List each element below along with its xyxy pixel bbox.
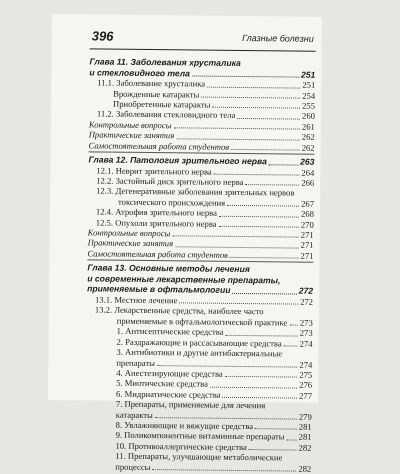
toc-row-page: 273 bbox=[299, 327, 313, 339]
toc-row-text: Врожденные катаракты bbox=[113, 88, 200, 100]
toc-row-page: 271 bbox=[300, 240, 314, 251]
toc-row-page: 271 bbox=[300, 250, 314, 261]
chapter-13-title-line1: Глава 13. Основные методы лечения bbox=[87, 262, 250, 275]
dot-leader bbox=[201, 97, 300, 99]
toc-row-text: 8. Увлажняющие и вяжущие средства bbox=[115, 419, 254, 432]
toc-row-page: 282 bbox=[298, 463, 312, 474]
toc-row-text: 12.2. Застойный диск зрительного нерва bbox=[96, 175, 244, 188]
toc-row-page: 281 bbox=[298, 431, 312, 443]
dot-leader bbox=[226, 335, 298, 337]
toc-row-page: 251 bbox=[300, 69, 316, 80]
toc-row-text: Практические занятия bbox=[87, 237, 174, 249]
dot-leader bbox=[231, 149, 300, 151]
dot-leader bbox=[222, 397, 297, 399]
toc-row-text: Контрольные вопросы bbox=[88, 119, 172, 131]
dot-leader bbox=[155, 417, 297, 419]
toc-row-text: 2. Раздражающие и рассасывающие средства bbox=[116, 336, 282, 349]
toc-row-page: 254 bbox=[302, 90, 316, 101]
toc-row-text: применяемые в офтальмологии bbox=[87, 283, 231, 296]
toc-row-page: 279 bbox=[298, 411, 312, 422]
dot-leader bbox=[289, 325, 298, 326]
toc-row-text: 11.2. Заболевания стекловидного тела bbox=[96, 108, 236, 121]
dot-leader bbox=[284, 346, 298, 347]
book-page bbox=[48, 14, 322, 474]
toc-row-page: 274 bbox=[299, 338, 313, 349]
toc-row-line1: 12.3. Дегенеративные заболевания зрительных нервов bbox=[96, 185, 295, 198]
toc-row-text: 12.1. Неврит зрительного нерва bbox=[96, 165, 212, 177]
toc-row-line1: 7. Препараты, применяемые для лечения bbox=[115, 398, 266, 411]
dot-leader bbox=[230, 257, 299, 259]
dot-leader bbox=[152, 469, 296, 472]
toc-row-page: 262 bbox=[301, 131, 315, 142]
dot-leader bbox=[175, 246, 299, 248]
toc-row-page: 271 bbox=[300, 229, 314, 240]
toc-row-page: 274 bbox=[299, 359, 313, 370]
toc-row-text: Самостоятельная работа студентов bbox=[87, 248, 228, 260]
toc-row-text: 9. Поликомпонентные витаминные препараты bbox=[115, 430, 285, 442]
page-number: 396 bbox=[91, 28, 114, 44]
toc-row-page: 264 bbox=[301, 167, 315, 178]
toc-row-page: 275 bbox=[299, 369, 313, 380]
toc-row-text: 5. Миотические средства bbox=[116, 378, 208, 389]
toc-row-text: и стекловидного тела bbox=[89, 66, 190, 79]
toc-row-text: 10. Противоаллергические средства bbox=[115, 440, 247, 452]
toc-row-page: 251 bbox=[302, 79, 316, 90]
toc-row-text: 11.1. Заболевание хрусталика bbox=[97, 77, 206, 89]
dot-leader bbox=[219, 226, 299, 228]
toc-row-text: катаракты bbox=[115, 409, 153, 420]
toc-row-text: 12.5. Опухоли зрительного нерва bbox=[95, 217, 217, 229]
dot-leader bbox=[192, 76, 299, 78]
toc-row-page: 255 bbox=[302, 100, 316, 111]
toc-row-text: 6. Мидриатические средства bbox=[115, 388, 221, 400]
dot-leader bbox=[157, 365, 298, 367]
dot-leader bbox=[269, 164, 298, 165]
dot-leader bbox=[210, 386, 297, 388]
toc-row-line1: 13.2. Лекарственные средства, наиболее часто bbox=[94, 304, 264, 317]
dot-leader bbox=[172, 236, 298, 238]
toc-row-page: 263 bbox=[300, 156, 315, 167]
toc-row-text: Приобретенные катаракты bbox=[113, 98, 211, 110]
toc-row-line1: 11. Препараты, улучшающие метаболические bbox=[115, 450, 283, 463]
toc-row-page: 266 bbox=[301, 177, 315, 188]
dot-leader bbox=[237, 118, 300, 120]
dot-leader bbox=[207, 86, 300, 88]
toc-row-page: 272 bbox=[298, 286, 314, 297]
toc-row-page: 281 bbox=[298, 421, 312, 432]
dot-leader bbox=[227, 205, 299, 207]
toc-row-page: 262 bbox=[301, 142, 315, 153]
toc-row-page: 270 bbox=[300, 219, 314, 230]
dot-leader bbox=[214, 174, 300, 176]
toc-row-page: 268 bbox=[300, 208, 314, 220]
toc-row-text: 4. Анестезирующие средства bbox=[116, 367, 223, 379]
toc-row-page: 272 bbox=[300, 296, 314, 307]
toc-row-page: 277 bbox=[299, 390, 313, 401]
running-head: Глазные болезни bbox=[242, 32, 314, 44]
toc-row-text: Практические занятия bbox=[88, 129, 175, 141]
dot-leader bbox=[176, 138, 300, 140]
dot-leader bbox=[173, 127, 299, 129]
toc-row-page: 261 bbox=[301, 121, 315, 132]
toc-row-text: 1. Антисептические средства bbox=[116, 325, 224, 338]
toc-row-page: 273 bbox=[299, 317, 313, 328]
dot-leader bbox=[249, 449, 297, 450]
toc-row-text: препараты bbox=[116, 357, 155, 368]
toc-row-text: применяемые в офтальмологической практике bbox=[116, 315, 288, 328]
dot-leader bbox=[245, 184, 299, 186]
toc-row-line1: 3. Антибиотики и другие антибактериальные bbox=[116, 346, 283, 359]
header-rule bbox=[90, 48, 316, 51]
dot-leader bbox=[287, 439, 297, 440]
chapter-13-title-line2: и современные лекарственные препараты, bbox=[87, 273, 281, 286]
dot-leader bbox=[212, 107, 300, 109]
dot-leader bbox=[219, 215, 299, 217]
dot-leader bbox=[255, 428, 297, 429]
toc-row-page: 276 bbox=[299, 379, 313, 391]
toc-row-text: 12.4. Атрофия зрительного нерва bbox=[95, 206, 218, 218]
toc-row-text: Самостоятельная работа студентов bbox=[88, 140, 230, 152]
dot-leader bbox=[225, 376, 298, 378]
toc-row-text: процессы bbox=[115, 461, 151, 472]
toc-row-text: 13.1. Местное лечение bbox=[94, 294, 178, 306]
toc-row-text: Контрольные вопросы bbox=[87, 227, 171, 239]
chapter-11-title-line1: Глава 11. Заболевания хрусталика bbox=[89, 56, 241, 68]
dot-leader bbox=[232, 293, 296, 295]
toc-row-text: токсического происхождения bbox=[117, 196, 226, 208]
dot-leader bbox=[179, 303, 298, 305]
table-of-contents bbox=[85, 56, 315, 473]
toc-row-page: 282 bbox=[298, 442, 312, 453]
toc-row-page: 260 bbox=[302, 111, 315, 122]
toc-row-text: Глава 12. Патология зрительного нерва bbox=[88, 154, 267, 167]
toc-row-page: 267 bbox=[301, 198, 315, 209]
